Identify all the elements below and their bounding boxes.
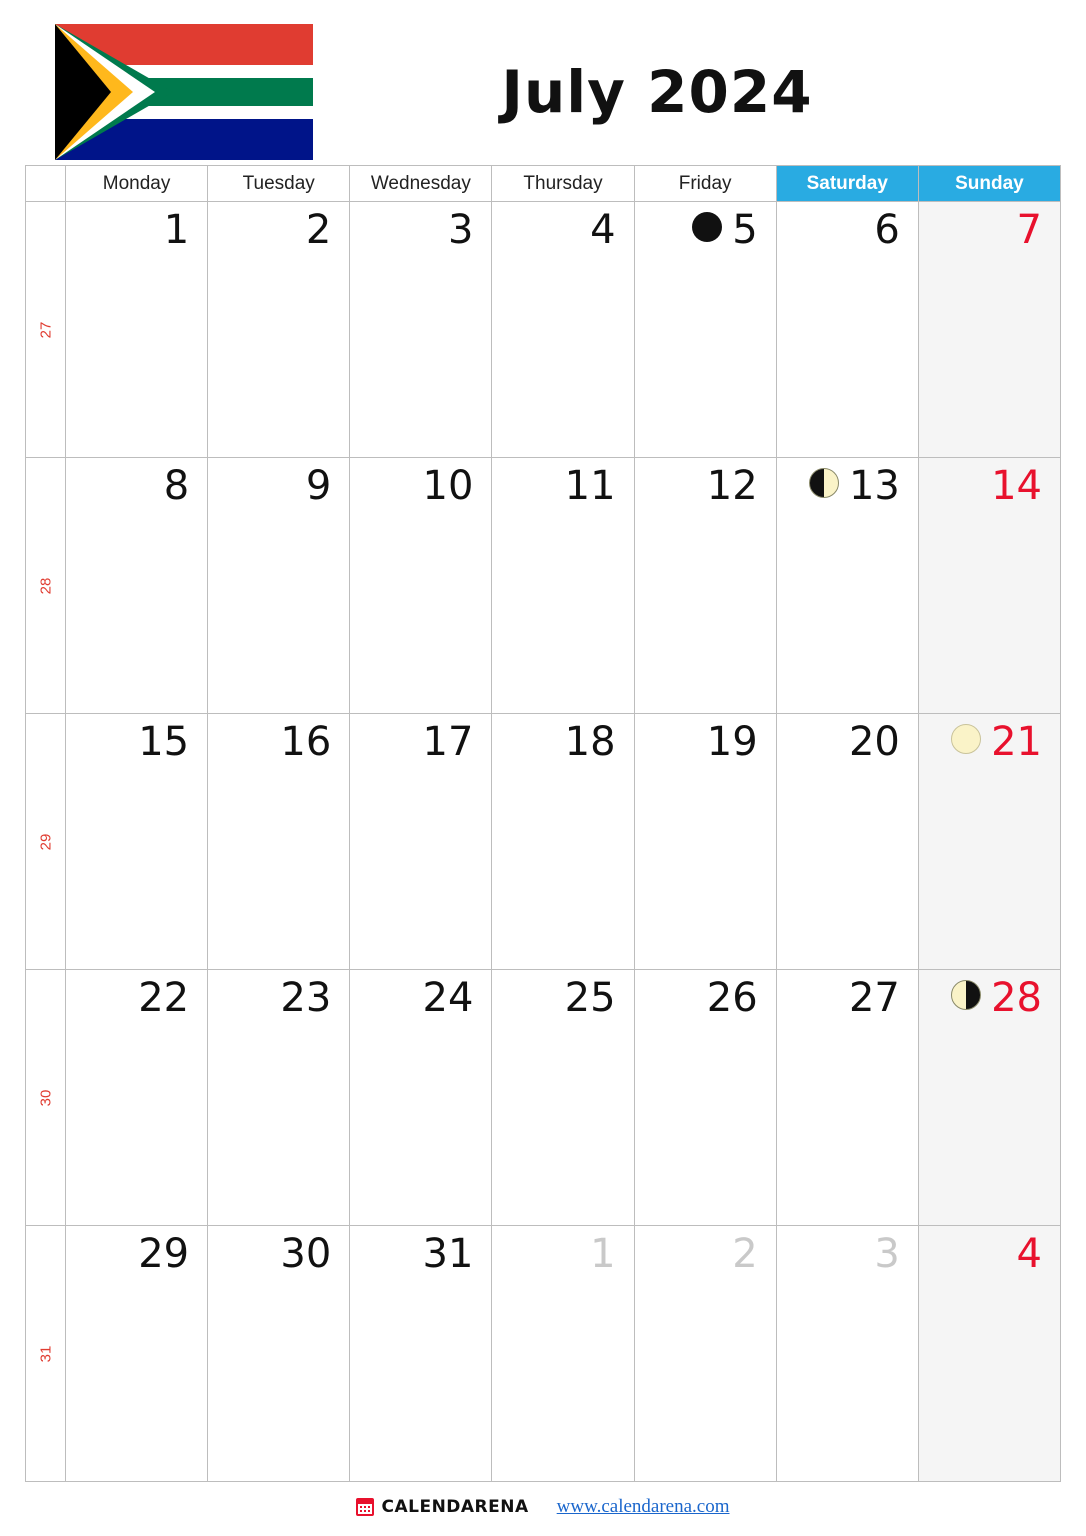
day-number: 31 (422, 1231, 474, 1277)
day-cell[interactable] (66, 202, 208, 458)
day-number: 28 (991, 975, 1042, 1021)
day-number: 2 (732, 1231, 758, 1277)
first-quarter-moon-icon (809, 468, 839, 498)
day-cell[interactable] (492, 202, 634, 458)
day-cell[interactable] (492, 1226, 634, 1482)
week-row (26, 970, 1061, 1226)
day-cell[interactable] (919, 202, 1061, 458)
calendar-icon (356, 1498, 374, 1516)
day-number: 20 (848, 719, 900, 765)
page-footer (0, 1496, 1086, 1518)
day-number: 22 (138, 975, 190, 1021)
brand-label: CALENDARENA (381, 1497, 529, 1517)
week-number (26, 714, 66, 970)
day-cell[interactable] (777, 714, 919, 970)
day-cell[interactable] (66, 714, 208, 970)
week-number-label: 30 (37, 1089, 54, 1106)
day-cell[interactable] (350, 202, 492, 458)
day-cell[interactable] (635, 1226, 777, 1482)
day-number: 3 (447, 207, 474, 253)
brand (356, 1497, 528, 1517)
day-cell[interactable] (777, 970, 919, 1226)
weekday-thursday: Thursday (492, 166, 634, 202)
week-number (26, 970, 66, 1226)
day-number: 23 (280, 975, 332, 1021)
day-number: 18 (564, 719, 616, 765)
day-cell[interactable] (635, 970, 777, 1226)
page-header (25, 22, 1061, 162)
day-cell[interactable] (350, 714, 492, 970)
day-number: 3 (874, 1231, 900, 1277)
day-number: 30 (280, 1231, 332, 1277)
week-row (26, 458, 1061, 714)
day-cell[interactable] (208, 458, 350, 714)
day-cell[interactable] (635, 202, 777, 458)
day-cell[interactable] (919, 970, 1061, 1226)
day-cell[interactable] (208, 1226, 350, 1482)
weekday-monday: Monday (66, 166, 208, 202)
day-cell[interactable] (66, 458, 208, 714)
day-number: 11 (564, 463, 616, 509)
day-number: 7 (1016, 207, 1042, 253)
day-number: 12 (706, 463, 758, 509)
day-cell[interactable] (919, 714, 1061, 970)
day-cell[interactable] (777, 458, 919, 714)
week-row (26, 714, 1061, 970)
day-cell[interactable] (208, 714, 350, 970)
week-number-label: 31 (37, 1345, 54, 1362)
day-cell[interactable] (919, 458, 1061, 714)
day-cell[interactable] (492, 458, 634, 714)
last-quarter-moon-icon (951, 980, 981, 1010)
day-number: 6 (874, 207, 900, 253)
website-link[interactable]: www.calendarena.com (556, 1496, 730, 1517)
day-cell[interactable] (350, 458, 492, 714)
day-number: 29 (138, 1231, 190, 1277)
day-number: 8 (163, 463, 190, 509)
week-number-header (26, 166, 66, 202)
day-cell[interactable] (635, 458, 777, 714)
weekday-saturday: Saturday (777, 166, 919, 202)
day-number: 24 (422, 975, 474, 1021)
day-number: 9 (305, 463, 332, 509)
day-number: 4 (590, 207, 616, 253)
day-number: 15 (138, 719, 190, 765)
day-number: 14 (991, 463, 1042, 509)
week-number (26, 1226, 66, 1482)
weekday-wednesday: Wednesday (350, 166, 492, 202)
day-number: 16 (280, 719, 332, 765)
day-number: 1 (590, 1231, 616, 1277)
calendar-grid (25, 165, 1061, 1482)
day-cell[interactable] (777, 202, 919, 458)
day-cell[interactable] (777, 1226, 919, 1482)
day-cell[interactable] (66, 1226, 208, 1482)
week-number-label: 28 (37, 577, 54, 594)
day-number: 1 (163, 207, 190, 253)
day-cell[interactable] (350, 1226, 492, 1482)
week-row (26, 1226, 1061, 1482)
day-cell[interactable] (919, 1226, 1061, 1482)
day-number: 10 (422, 463, 474, 509)
day-cell[interactable] (492, 970, 634, 1226)
day-cell[interactable] (635, 714, 777, 970)
day-cell[interactable] (350, 970, 492, 1226)
week-number-label: 29 (37, 833, 54, 850)
day-number: 25 (564, 975, 616, 1021)
full-moon-icon (951, 724, 981, 754)
day-number: 21 (991, 719, 1042, 765)
weekday-friday: Friday (635, 166, 777, 202)
day-number: 2 (305, 207, 332, 253)
day-number: 13 (848, 463, 900, 509)
weekday-header-row (26, 166, 1061, 202)
new-moon-icon (692, 212, 722, 242)
day-number: 5 (732, 207, 758, 253)
day-cell[interactable] (66, 970, 208, 1226)
week-row (26, 202, 1061, 458)
day-number: 17 (422, 719, 474, 765)
week-number (26, 458, 66, 714)
weekday-sunday: Sunday (919, 166, 1061, 202)
day-cell[interactable] (492, 714, 634, 970)
day-cell[interactable] (208, 970, 350, 1226)
day-cell[interactable] (208, 202, 350, 458)
page-title: July 2024 (501, 58, 813, 126)
week-number-label: 27 (37, 321, 54, 338)
week-number (26, 202, 66, 458)
day-number: 4 (1016, 1231, 1042, 1277)
day-number: 26 (706, 975, 758, 1021)
south-africa-flag-icon (55, 24, 313, 160)
day-number: 27 (848, 975, 900, 1021)
day-number: 19 (706, 719, 758, 765)
weekday-tuesday: Tuesday (208, 166, 350, 202)
